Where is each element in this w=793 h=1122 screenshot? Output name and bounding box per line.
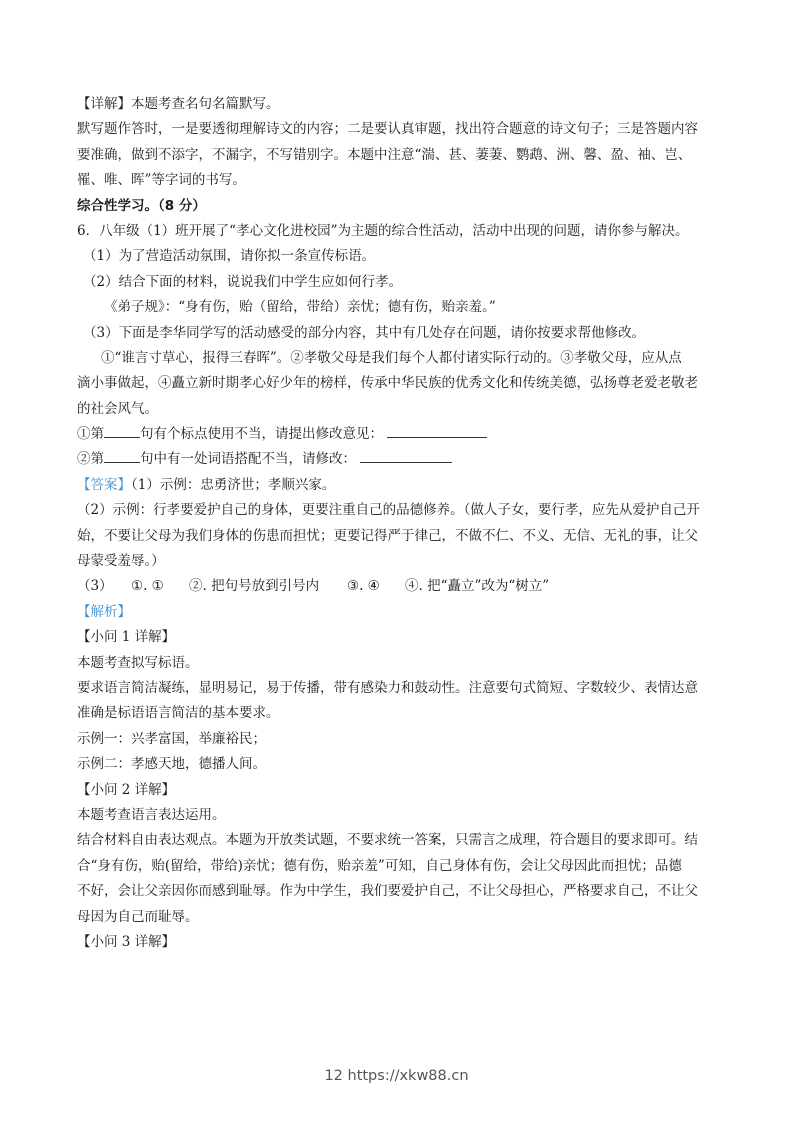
question-sub2: （2）结合下面的材料，说说我们中学生应如何行孝。 [83,273,403,290]
question-stem: 6．八年级（1）班开展了“孝心文化进校园”为主题的综合性活动，活动中出现的问题，请你参与解决。 [77,222,689,239]
q2-line: 合“身有伤，贻(留给，带给)亲忧；德有伤，贻亲羞”可知，自己身体有伤，会让父母因此而担忧；品德 [77,857,682,874]
q1-line: 准确是标语语言简洁的基本要求。 [77,705,280,722]
page-footer [0,1068,793,1084]
answer-label: 【答案】 [77,476,131,493]
blank-line [104,450,140,463]
passage-line: ①“谁言寸草心，报得三春晖”。②孝敬父母是我们每个人都付诸实际行动的。③孝敬父母，应从点 [101,349,682,366]
q2-line: 母因为自己而耻辱。 [77,908,199,925]
detail-line: 罹、唯、晖”等字词的书写。 [77,172,246,189]
fill1-middle: 句有个标点使用不当，请提出修改意见： [140,426,383,443]
question-sub3: （3）下面是李华同学写的活动感受的部分内容，其中有几处存在问题，请你按要求帮他修改。 [83,324,646,341]
section-title: 综合性学习。（8 分） [77,197,206,214]
q1-line: 要求语言简洁凝练，显明易记，易于传播，带有感染力和鼓动性。注意要句式简短、字数较少、表情达意 [77,679,698,696]
q2-line: 结合材料自由表达观点。本题为开放类试题，不要求统一答案，只需言之成理，符合题目的要求即可。结 [77,832,698,849]
q1-line: 示例一：兴孝富国，举廉裕民； [77,730,266,747]
blank-line [360,450,452,463]
blank-line [387,425,487,438]
fill2-prefix: ②第 [77,451,104,468]
fill1-prefix: ①第 [77,426,104,443]
answer-3-part: ①. ① [131,578,164,595]
footer-url[interactable]: https://xkw88.cn [347,1068,469,1084]
q2-line: 本题考查语言表达运用。 [77,806,226,823]
answer-3-part: ④. 把“矗立”改为“树立” [405,578,550,595]
answer-2-line: 始，不要让父母为我们身体的伤患而担忧；更要记得严于律己，不做不仁、不义、无信、无礼的事，让父 [77,527,698,544]
fill-blank-2 [77,447,727,472]
q1-line: 示例二：孝感天地，德播人间。 [77,756,266,773]
passage-line: 的社会风气。 [77,400,158,417]
detail-heading: 【详解】本题考查名句名篇默写。 [77,96,280,112]
document-page [77,92,727,955]
fill2-middle: 句中有一处词语搭配不当，请修改： [140,451,356,468]
q1-line: 本题考查拟写标语。 [77,654,199,671]
answer-3-part: ③. ④ [347,578,380,595]
q2-line: 不好，会让父亲因你而感到耻辱。作为中学生，我们要爱护自己，不让父母担心，严格要求自己，不让父 [77,883,698,900]
blank-line [104,425,140,438]
answer-3-part: ②. 把句号放到引号内 [189,578,320,595]
page-number: 12 [324,1068,343,1084]
answer-2-line: 母蒙受羞辱。） [77,553,165,570]
fill-blank-1 [77,422,727,447]
detail-line: 默写题作答时，一是要透彻理解诗文的内容；二是要认真审题，找出符合题意的诗文句子；三是答题内容 [77,121,698,138]
passage-line: 滴小事做起，④矗立新时期孝心好少年的榜样，传承中华民族的优秀文化和传统美德，弘扬尊老爱老敬老 [77,375,698,392]
question-material: 《弟子规》：“身有伤，贻（留给，带给）亲忧；德有伤，贻亲羞。” [104,299,496,316]
answer-3 [77,574,727,599]
analysis-label: 【解析】 [77,603,131,620]
q2-heading: 【小问 2 详解】 [77,781,176,798]
q1-heading: 【小问 1 详解】 [77,629,176,646]
question-sub1: （1）为了营造活动氛围，请你拟一条宣传标语。 [83,248,376,265]
answer-2-line: （2）示例：行孝要爱护自己的身体，更要注重自己的品德修养。（做人子女，要行孝，应先从爱护自己开 [77,502,700,519]
q3-heading: 【小问 3 详解】 [77,933,176,950]
detail-line: 要准确，做到不添字，不漏字，不写错别字。本题中注意“湍、甚、萋萋、鹦鹉、洲、馨、盈、袖、岂、 [77,146,692,163]
answer-1 [77,473,727,498]
answer-3-label: （3） [77,578,113,595]
answer-1-text: （1）示例：忠勇济世；孝顺兴家。 [131,476,336,493]
